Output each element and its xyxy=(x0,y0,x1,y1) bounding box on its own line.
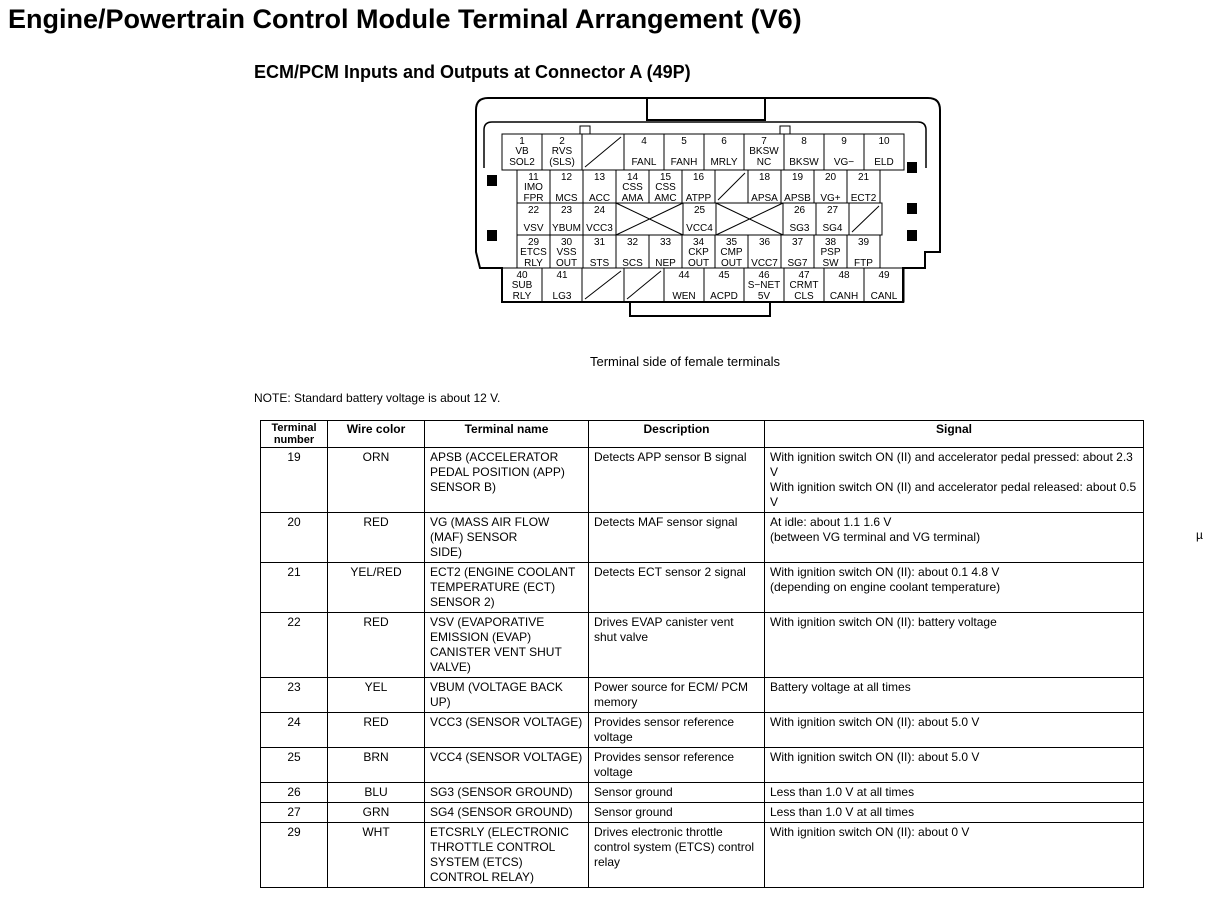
cell-description: Detects ECT sensor 2 signal xyxy=(589,563,765,613)
terminal-label: 5V xyxy=(757,291,771,302)
terminal-label: SOL2 xyxy=(509,157,535,168)
terminal-label: SG3 xyxy=(789,223,810,234)
terminal-label: VG− xyxy=(833,157,855,168)
terminal-label: NEP xyxy=(655,258,676,269)
terminal-number: 13 xyxy=(593,172,606,183)
cell-wire-color: RED xyxy=(328,713,425,748)
cell-description: Sensor ground xyxy=(589,803,765,823)
cell-terminal-number: 23 xyxy=(261,678,328,713)
terminal-label: VCC4 xyxy=(686,223,713,234)
terminal-number: 34 xyxy=(692,237,705,248)
connector-bottom-tab xyxy=(630,302,770,316)
cell-wire-color: RED xyxy=(328,513,425,563)
terminal-label: FANL xyxy=(631,157,657,168)
terminal-label: SCS xyxy=(622,258,643,269)
terminal-label-top: VB xyxy=(515,146,529,157)
terminal-number: 23 xyxy=(560,205,573,216)
terminal-number: 29 xyxy=(527,237,540,248)
terminal-label-top: CSS xyxy=(622,182,643,193)
terminal-label-top: SUB xyxy=(511,280,533,291)
terminal-label: BKSW xyxy=(789,157,819,168)
terminal-number: 35 xyxy=(725,237,738,248)
terminal-number: 40 xyxy=(516,270,528,281)
cell-signal: With ignition switch ON (II) and accelerator pedal pressed: about 2.3 V With ignition switch ON (II) and accelerator pedal released: about 0.5 V xyxy=(765,448,1144,513)
cell-signal: At idle: about 1.1 1.6 V (between VG terminal and VG terminal) xyxy=(765,513,1144,563)
terminal-number: 41 xyxy=(556,270,568,281)
terminal-number: 12 xyxy=(560,172,573,183)
terminal-label: RLY xyxy=(524,258,543,269)
cell-description: Drives electronic throttle control system (ETCS) control relay xyxy=(589,823,765,888)
section-title: ECM/PCM Inputs and Outputs at Connector A (49P) xyxy=(254,62,691,82)
cell-terminal-number: 29 xyxy=(261,823,328,888)
terminal-number: 48 xyxy=(838,270,850,281)
cell-signal: With ignition switch ON (II): about 0.1 4.8 V (depending on engine coolant temperature) xyxy=(765,563,1144,613)
terminal-label: YBUM xyxy=(552,223,581,234)
header-description: Description xyxy=(589,421,765,448)
terminal-label: FPR xyxy=(523,193,544,204)
terminal-label: FTP xyxy=(854,258,873,269)
key-notch xyxy=(780,126,790,134)
terminal-label: LG3 xyxy=(552,291,572,302)
cell-terminal-number: 22 xyxy=(261,613,328,678)
cell-description: Provides sensor reference voltage xyxy=(589,713,765,748)
cell-description: Detects MAF sensor signal xyxy=(589,513,765,563)
cell-terminal-number: 27 xyxy=(261,803,328,823)
terminal-label-top: CKP xyxy=(688,247,709,258)
key-mark xyxy=(907,230,917,241)
terminal-number: 9 xyxy=(841,136,847,147)
terminal-label: FANH xyxy=(670,157,698,168)
terminal-number: 16 xyxy=(692,172,705,183)
cell-terminal-name: VCC3 (SENSOR VOLTAGE) xyxy=(425,713,589,748)
terminal-label: ATPP xyxy=(685,193,712,204)
cell-terminal-name: SG4 (SENSOR GROUND) xyxy=(425,803,589,823)
terminal-number: 44 xyxy=(678,270,690,281)
terminal-number: 22 xyxy=(527,205,540,216)
table-row xyxy=(261,563,1144,613)
table-row xyxy=(261,748,1144,783)
connector-diagram xyxy=(0,0,1216,340)
terminal-number: 2 xyxy=(559,136,565,147)
key-mark xyxy=(487,230,497,241)
cell-terminal-name: VSV (EVAPORATIVE EMISSION (EVAP) CANISTER VENT SHUT VALVE) xyxy=(425,613,589,678)
cell-terminal-number: 24 xyxy=(261,713,328,748)
cell-terminal-name: APSB (ACCELERATOR PEDAL POSITION (APP) SENSOR B) xyxy=(425,448,589,513)
table-row xyxy=(261,613,1144,678)
empty-cavity-slash xyxy=(718,173,745,200)
terminal-label: CLS xyxy=(794,291,814,302)
terminal-label: ECT2 xyxy=(850,193,877,204)
header-wire-color: Wire color xyxy=(328,421,425,448)
terminal-label: VG+ xyxy=(820,193,841,204)
terminal-label: NC xyxy=(756,157,772,168)
cell-wire-color: WHT xyxy=(328,823,425,888)
cell-signal: With ignition switch ON (II): about 0 V xyxy=(765,823,1144,888)
terminal-label: RLY xyxy=(512,291,532,302)
terminal-label: VCC7 xyxy=(751,258,778,269)
terminal-label-top: CMP xyxy=(720,247,743,258)
terminal-label-top: ETCS xyxy=(520,247,547,258)
stray-symbol: µ xyxy=(1196,528,1203,542)
terminal-number: 5 xyxy=(681,136,687,147)
table-row xyxy=(261,713,1144,748)
terminal-number: 20 xyxy=(824,172,837,183)
terminal-number: 4 xyxy=(641,136,647,147)
cell-terminal-number: 20 xyxy=(261,513,328,563)
empty-cavity-slash xyxy=(585,271,621,299)
terminal-label: AMC xyxy=(654,193,677,204)
terminal-number: 18 xyxy=(758,172,771,183)
terminal-label: OUT xyxy=(720,258,743,269)
key-notch xyxy=(580,126,590,134)
terminal-label: MRLY xyxy=(710,157,738,168)
terminal-label: CANH xyxy=(829,291,859,302)
cell-terminal-number: 21 xyxy=(261,563,328,613)
terminal-label: VSV xyxy=(523,223,544,234)
terminal-number: 49 xyxy=(878,270,890,281)
terminal-number: 37 xyxy=(791,237,804,248)
terminal-label: SG4 xyxy=(822,223,843,234)
terminal-number: 38 xyxy=(824,237,837,248)
battery-voltage-note: NOTE: Standard battery voltage is about 12 V. xyxy=(254,391,501,405)
terminal-number: 24 xyxy=(593,205,606,216)
terminal-label: WEN xyxy=(672,291,696,302)
terminal-label: ELD xyxy=(874,157,894,168)
cell-wire-color: RED xyxy=(328,613,425,678)
cell-terminal-name: VG (MASS AIR FLOW (MAF) SENSOR SIDE) xyxy=(425,513,589,563)
table-row xyxy=(261,448,1144,513)
header-terminal-number: Terminal number xyxy=(261,421,328,448)
key-mark xyxy=(487,175,497,186)
terminal-label: ACC xyxy=(588,193,611,204)
terminal-number: 19 xyxy=(791,172,804,183)
cell-description: Drives EVAP canister vent shut valve xyxy=(589,613,765,678)
terminal-label-top: BKSW xyxy=(749,146,779,157)
cell-terminal-number: 19 xyxy=(261,448,328,513)
terminal-number: 15 xyxy=(659,172,672,183)
cell-terminal-name: ECT2 (ENGINE COOLANT TEMPERATURE (ECT) SENSOR 2) xyxy=(425,563,589,613)
terminal-label-top: PSP xyxy=(820,247,841,258)
terminal-label: OUT xyxy=(555,258,578,269)
terminal-label: STS xyxy=(589,258,610,269)
cell-wire-color: GRN xyxy=(328,803,425,823)
cell-terminal-name: SG3 (SENSOR GROUND) xyxy=(425,783,589,803)
terminal-number: 8 xyxy=(801,136,807,147)
terminal-number: 45 xyxy=(718,270,730,281)
key-mark xyxy=(907,162,917,173)
terminal-number: 32 xyxy=(626,237,639,248)
terminal-label: APSA xyxy=(751,193,778,204)
terminal-number: 21 xyxy=(857,172,870,183)
terminal-label: MCS xyxy=(555,193,578,204)
terminal-number: 47 xyxy=(798,270,810,281)
table-row xyxy=(261,513,1144,563)
terminal-number: 6 xyxy=(721,136,727,147)
cell-signal: With ignition switch ON (II): about 5.0 V xyxy=(765,713,1144,748)
terminal-label-top: S−NET xyxy=(747,280,781,291)
terminal-label: AMA xyxy=(621,193,644,204)
terminal-label-top: CSS xyxy=(655,182,676,193)
cell-wire-color: BLU xyxy=(328,783,425,803)
terminal-label: SG7 xyxy=(787,258,808,269)
terminal-number: 46 xyxy=(758,270,770,281)
cell-wire-color: YEL xyxy=(328,678,425,713)
terminal-number: 27 xyxy=(826,205,839,216)
terminal-number: 31 xyxy=(593,237,606,248)
cell-terminal-name: VBUM (VOLTAGE BACK UP) xyxy=(425,678,589,713)
cell-terminal-name: VCC4 (SENSOR VOLTAGE) xyxy=(425,748,589,783)
terminal-number: 14 xyxy=(626,172,639,183)
cell-wire-color: ORN xyxy=(328,448,425,513)
terminal-signal-table xyxy=(260,420,1144,888)
cell-signal: Less than 1.0 V at all times xyxy=(765,803,1144,823)
terminal-number: 7 xyxy=(761,136,767,147)
terminal-number: 36 xyxy=(758,237,771,248)
page-title: Engine/Powertrain Control Module Terminal Arrangement (V6) xyxy=(8,4,802,34)
terminal-label-top: IMO xyxy=(524,182,543,193)
terminal-number: 11 xyxy=(528,172,539,183)
cell-description: Power source for ECM/ PCM memory xyxy=(589,678,765,713)
cell-terminal-number: 26 xyxy=(261,783,328,803)
connector-caption: Terminal side of female terminals xyxy=(590,354,781,369)
terminal-label: ACPD xyxy=(710,291,738,302)
terminal-label-top: VSS xyxy=(556,247,577,258)
terminal-number: 1 xyxy=(519,136,525,147)
terminal-label: (SLS) xyxy=(549,157,575,168)
terminal-grid xyxy=(502,134,904,302)
table-row xyxy=(261,783,1144,803)
cell-signal: Battery voltage at all times xyxy=(765,678,1144,713)
empty-cavity-slash xyxy=(627,271,661,299)
terminal-label: CANL xyxy=(870,291,898,302)
terminal-number: 25 xyxy=(693,205,706,216)
terminal-label-top: RVS xyxy=(551,146,573,157)
connector-latch xyxy=(647,98,765,120)
empty-cavity-slash xyxy=(852,206,879,232)
cell-wire-color: BRN xyxy=(328,748,425,783)
table-row xyxy=(261,823,1144,888)
cell-terminal-name: ETCSRLY (ELECTRONIC THROTTLE CONTROL SYSTEM (ETCS) CONTROL RELAY) xyxy=(425,823,589,888)
cell-terminal-number: 25 xyxy=(261,748,328,783)
terminal-number: 33 xyxy=(659,237,672,248)
header-terminal-name: Terminal name xyxy=(425,421,589,448)
header-signal: Signal xyxy=(765,421,1144,448)
cell-signal: Less than 1.0 V at all times xyxy=(765,783,1144,803)
terminal-number: 39 xyxy=(857,237,870,248)
terminal-label: SW xyxy=(822,258,839,269)
table-row xyxy=(261,678,1144,713)
terminal-label: APSB xyxy=(784,193,811,204)
terminal-label: VCC3 xyxy=(586,223,613,234)
table-row xyxy=(261,803,1144,823)
cell-description: Provides sensor reference voltage xyxy=(589,748,765,783)
terminal-label: OUT xyxy=(687,258,710,269)
cell-signal: With ignition switch ON (II): about 5.0 V xyxy=(765,748,1144,783)
cell-wire-color: YEL/RED xyxy=(328,563,425,613)
terminal-number: 26 xyxy=(793,205,806,216)
key-mark xyxy=(907,203,917,214)
terminal-number: 10 xyxy=(878,136,890,147)
cell-signal: With ignition switch ON (II): battery voltage xyxy=(765,613,1144,678)
terminal-number: 30 xyxy=(560,237,573,248)
terminal-label-top: CRMT xyxy=(789,280,819,291)
empty-cavity-slash xyxy=(585,137,621,167)
cell-description: Detects APP sensor B signal xyxy=(589,448,765,513)
table-header-row xyxy=(261,421,1144,448)
cell-description: Sensor ground xyxy=(589,783,765,803)
